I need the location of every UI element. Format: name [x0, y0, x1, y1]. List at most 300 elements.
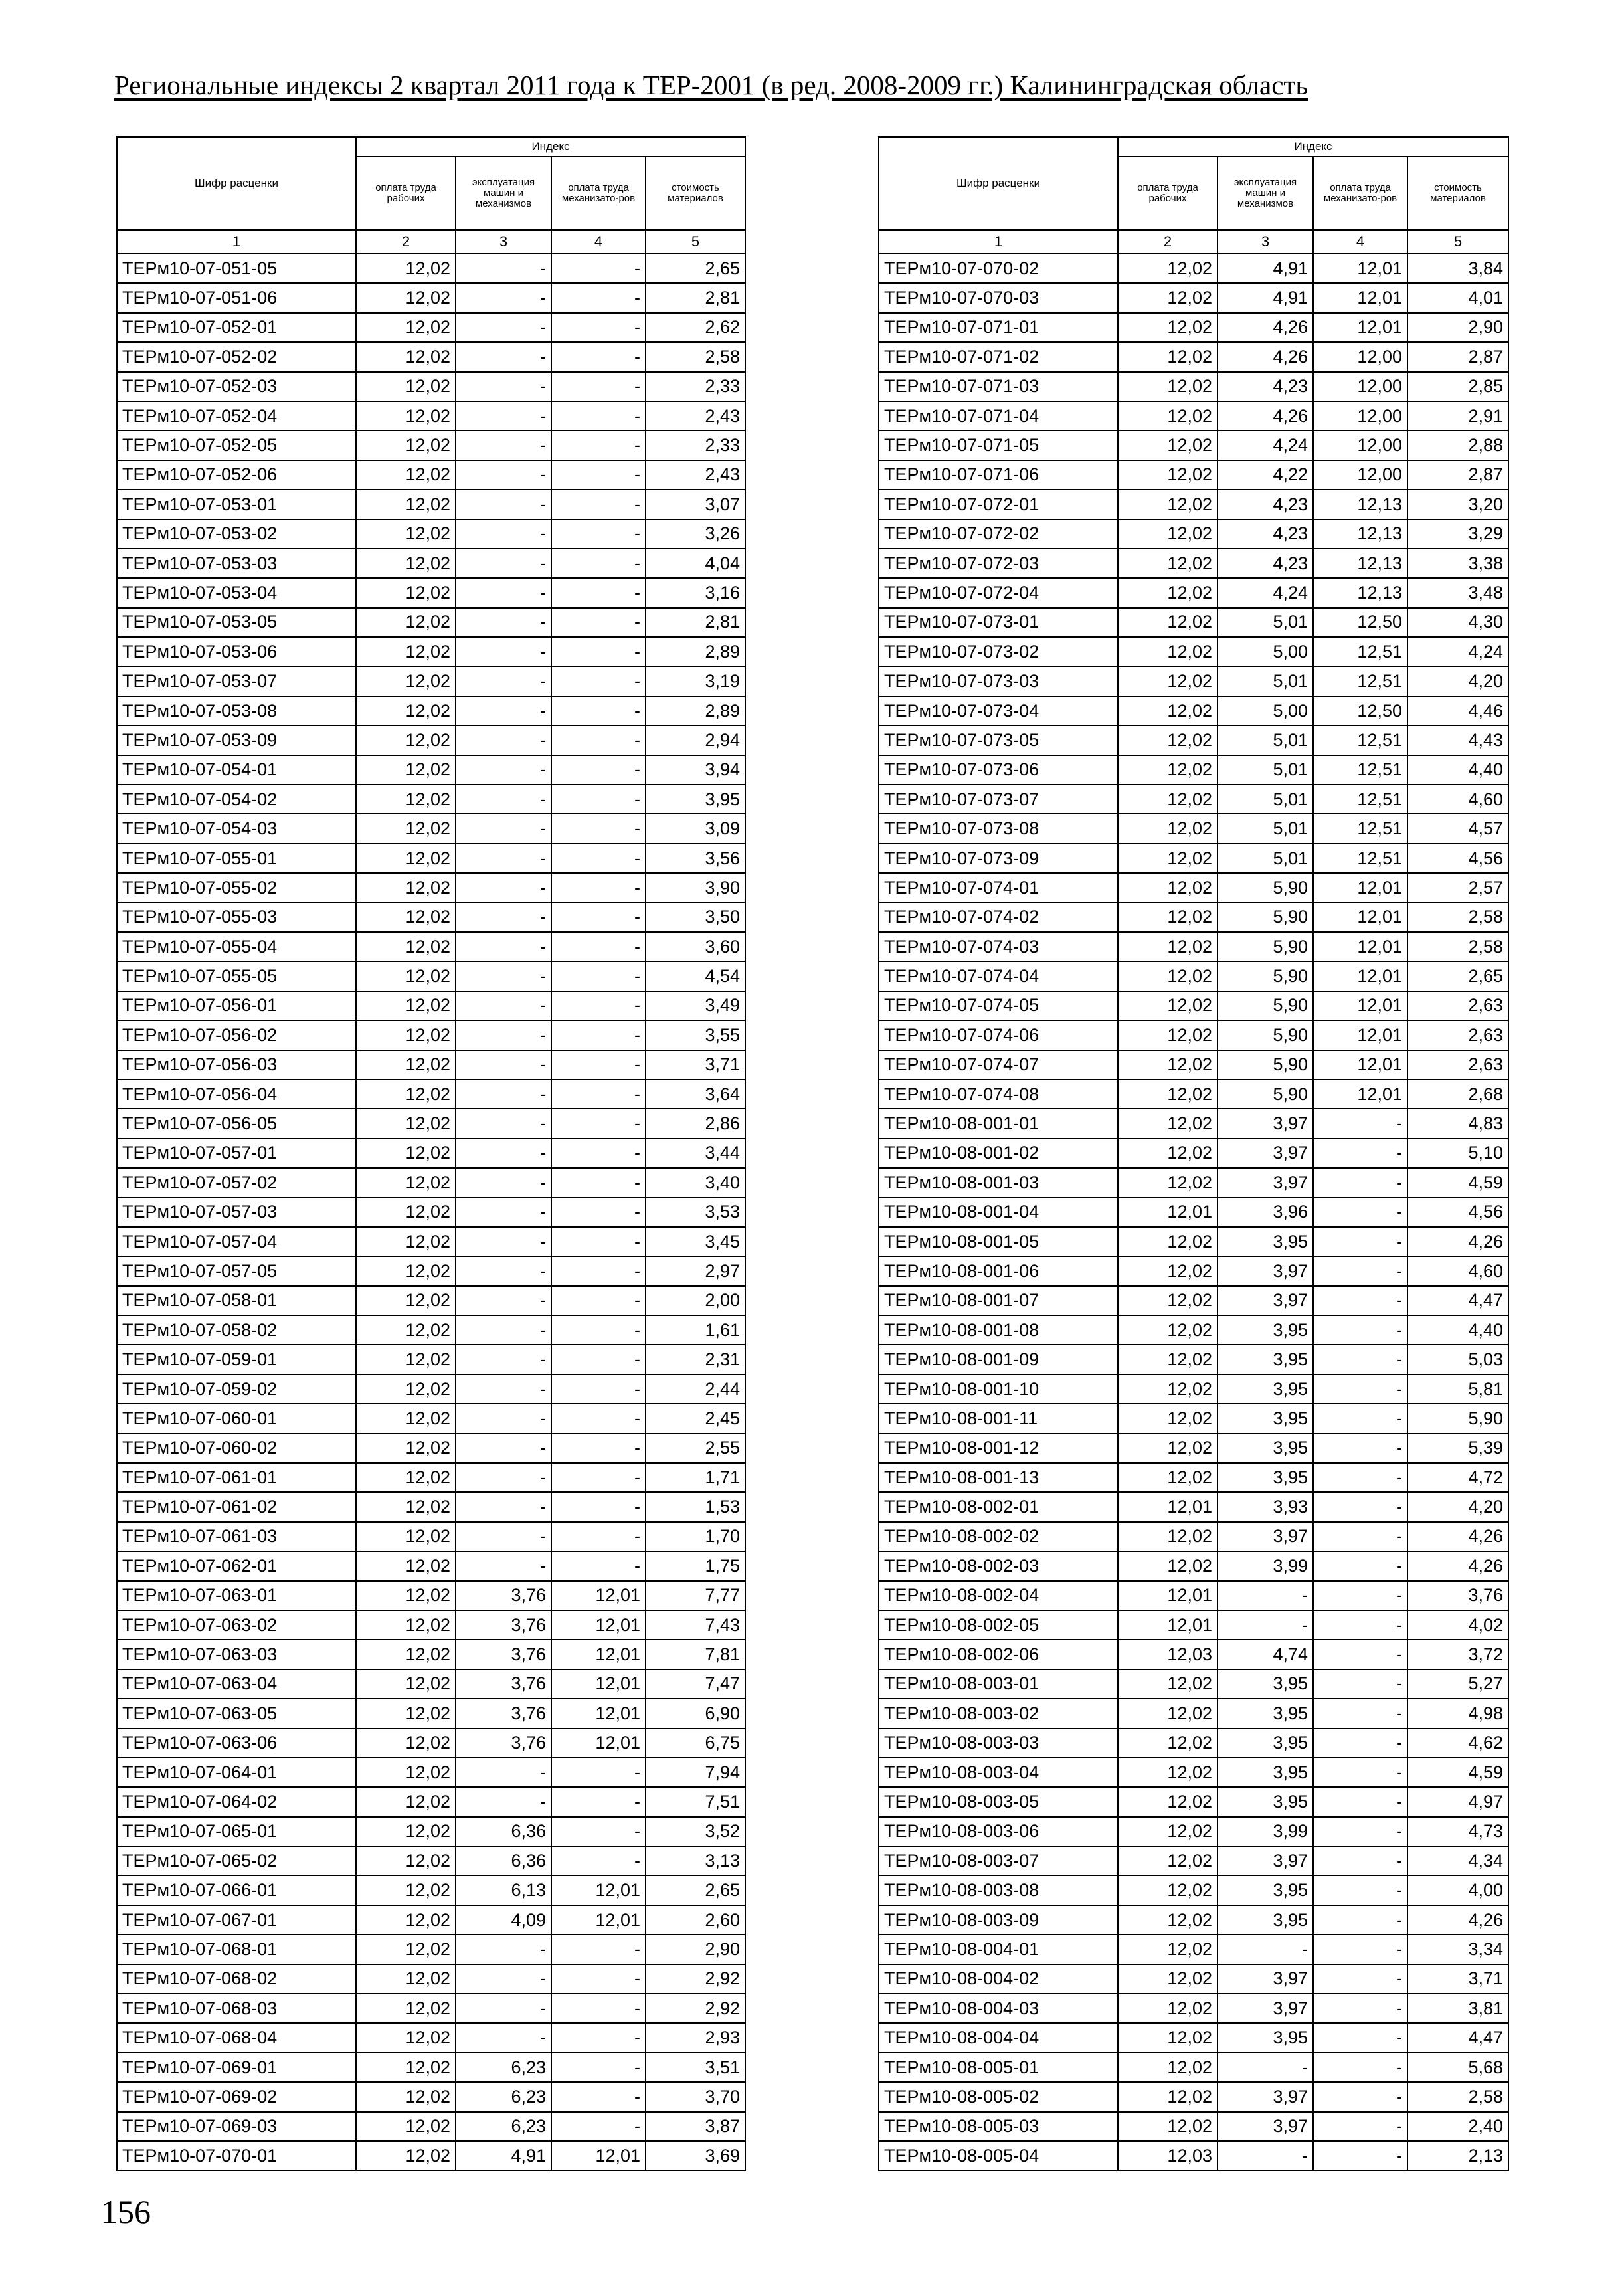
index-value-cell: 3,38: [1407, 549, 1508, 578]
index-value-cell: -: [551, 1256, 646, 1285]
rate-code-cell: ТЕРм10-08-001-10: [879, 1375, 1118, 1404]
index-value-cell: 12,13: [1313, 520, 1407, 549]
index-value-cell: -: [456, 1315, 551, 1345]
rate-code-cell: ТЕРм10-07-070-02: [879, 254, 1118, 283]
index-value-cell: 12,01: [1313, 254, 1407, 283]
index-value-cell: -: [551, 1434, 646, 1463]
index-value-cell: 12,01: [1313, 1080, 1407, 1109]
index-value-cell: -: [456, 1345, 551, 1374]
index-value-cell: 12,51: [1313, 666, 1407, 696]
index-value-cell: -: [551, 666, 646, 696]
index-value-cell: -: [456, 1463, 551, 1492]
table-row: [879, 578, 1508, 607]
index-value-cell: 12,01: [1118, 1581, 1218, 1610]
table-row: [117, 1522, 745, 1551]
index-value-cell: -: [456, 755, 551, 785]
table-row: [879, 1315, 1508, 1345]
index-value-cell: 3,16: [646, 578, 745, 607]
index-value-cell: 6,23: [456, 2112, 551, 2141]
index-value-cell: -: [1313, 1227, 1407, 1256]
header-num-5: 5: [646, 230, 745, 254]
index-value-cell: 12,02: [1118, 1905, 1218, 1935]
index-value-cell: 12,03: [1118, 2141, 1218, 2170]
index-value-cell: 3,97: [1218, 1994, 1313, 2023]
index-value-cell: 12,01: [1313, 873, 1407, 902]
index-value-cell: 12,01: [1313, 903, 1407, 932]
table-row: [879, 1050, 1508, 1080]
index-value-cell: 12,01: [1313, 961, 1407, 991]
index-value-cell: 12,02: [356, 283, 456, 312]
index-value-cell: -: [456, 932, 551, 961]
header-col-materials: стоимость материалов: [1407, 157, 1508, 230]
index-value-cell: -: [1313, 1669, 1407, 1699]
index-value-cell: 12,02: [356, 1640, 456, 1669]
index-value-cell: 12,51: [1313, 844, 1407, 873]
index-value-cell: 3,99: [1218, 1551, 1313, 1580]
index-value-cell: 3,49: [646, 991, 745, 1020]
index-value-cell: 12,02: [1118, 873, 1218, 902]
index-value-cell: 4,57: [1407, 814, 1508, 843]
index-value-cell: 4,04: [646, 549, 745, 578]
index-value-cell: 12,13: [1313, 549, 1407, 578]
index-value-cell: 12,02: [1118, 2053, 1218, 2082]
rate-code-cell: ТЕРм10-08-004-04: [879, 2023, 1118, 2052]
index-value-cell: 4,23: [1218, 549, 1313, 578]
index-value-cell: 7,94: [646, 1758, 745, 1787]
index-value-cell: 12,02: [1118, 1729, 1218, 1758]
index-value-cell: -: [1218, 2053, 1313, 2082]
header-col-labor: оплата труда рабочих: [1118, 157, 1218, 230]
index-value-cell: 2,81: [646, 283, 745, 312]
index-value-cell: -: [551, 1020, 646, 1050]
index-value-cell: 3,97: [1218, 1522, 1313, 1551]
index-value-cell: 3,51: [646, 2053, 745, 2082]
index-value-cell: -: [551, 1817, 646, 1846]
index-value-cell: 1,71: [646, 1463, 745, 1492]
index-value-cell: 12,01: [1313, 313, 1407, 342]
index-value-cell: -: [1313, 1846, 1407, 1875]
rate-code-cell: ТЕРм10-07-064-02: [117, 1787, 356, 1816]
rate-code-cell: ТЕРм10-07-073-06: [879, 755, 1118, 785]
rate-code-cell: ТЕРм10-07-056-03: [117, 1050, 356, 1080]
table-row: [117, 873, 745, 902]
index-value-cell: 4,73: [1407, 1817, 1508, 1846]
rate-code-cell: ТЕРм10-07-053-08: [117, 696, 356, 725]
index-value-cell: 7,81: [646, 1640, 745, 1669]
header-num-1: 1: [117, 230, 356, 254]
index-value-cell: 2,68: [1407, 1080, 1508, 1109]
rate-code-cell: ТЕРм10-07-056-05: [117, 1109, 356, 1138]
index-value-cell: -: [1313, 1817, 1407, 1846]
index-value-cell: 12,02: [1118, 460, 1218, 490]
table-row: [117, 1551, 745, 1580]
header-col-labor: оплата труда рабочих: [356, 157, 456, 230]
index-value-cell: 2,91: [1407, 401, 1508, 430]
index-value-cell: 12,02: [1118, 785, 1218, 814]
table-row: [879, 2141, 1508, 2170]
table-row: [879, 755, 1508, 785]
table-row: [117, 2023, 745, 2052]
index-value-cell: 12,01: [551, 1699, 646, 1728]
table-row: [117, 1256, 745, 1285]
rate-code-cell: ТЕРм10-07-073-04: [879, 696, 1118, 725]
index-value-cell: 2,97: [646, 1256, 745, 1285]
index-value-cell: -: [1313, 1994, 1407, 2023]
table-row: [879, 932, 1508, 961]
index-value-cell: 3,81: [1407, 1994, 1508, 2023]
rate-code-cell: ТЕРм10-07-073-01: [879, 608, 1118, 637]
rate-code-cell: ТЕРм10-07-053-01: [117, 490, 356, 519]
rate-code-cell: ТЕРм10-07-057-05: [117, 1256, 356, 1285]
index-value-cell: 12,02: [1118, 1964, 1218, 1994]
index-value-cell: -: [1313, 1345, 1407, 1374]
table-row: [117, 1787, 745, 1816]
index-value-cell: -: [1313, 1522, 1407, 1551]
index-value-cell: -: [456, 342, 551, 371]
index-value-cell: 12,02: [1118, 696, 1218, 725]
index-value-cell: 2,55: [646, 1434, 745, 1463]
index-value-cell: -: [1313, 1699, 1407, 1728]
index-value-cell: -: [456, 1434, 551, 1463]
page-title: Региональные индексы 2 квартал 2011 года к ТЕР-2001 (в ред. 2008-2009 гг.) Калининградская область: [114, 70, 1308, 100]
index-value-cell: -: [456, 1758, 551, 1787]
index-value-cell: -: [456, 991, 551, 1020]
rate-code-cell: ТЕРм10-08-005-01: [879, 2053, 1118, 2082]
index-value-cell: 12,02: [356, 1168, 456, 1197]
index-value-cell: 3,56: [646, 844, 745, 873]
index-value-cell: -: [551, 490, 646, 519]
table-row: [879, 1551, 1508, 1580]
header-index-group: Индекс: [356, 137, 745, 157]
table-row: [879, 430, 1508, 460]
index-value-cell: -: [551, 1050, 646, 1080]
index-value-cell: -: [551, 460, 646, 490]
table-row: [117, 1080, 745, 1109]
table-row: [117, 1669, 745, 1699]
table-row: [117, 1699, 745, 1728]
index-value-cell: 12,02: [356, 1905, 456, 1935]
table-row: [879, 1875, 1508, 1905]
index-value-cell: 4,40: [1407, 1315, 1508, 1345]
index-value-cell: 12,02: [356, 1729, 456, 1758]
rate-code-cell: ТЕРм10-07-073-03: [879, 666, 1118, 696]
index-value-cell: 5,01: [1218, 666, 1313, 696]
index-value-cell: 3,76: [456, 1729, 551, 1758]
index-value-cell: 12,02: [356, 1787, 456, 1816]
rate-code-cell: ТЕРм10-07-060-01: [117, 1404, 356, 1433]
index-value-cell: 3,76: [456, 1669, 551, 1699]
table-row: [879, 1020, 1508, 1050]
index-value-cell: -: [456, 725, 551, 755]
index-value-cell: 5,00: [1218, 696, 1313, 725]
index-value-cell: 3,48: [1407, 578, 1508, 607]
index-value-cell: -: [1313, 1551, 1407, 1580]
index-value-cell: 3,64: [646, 1080, 745, 1109]
rate-code-cell: ТЕРм10-08-002-06: [879, 1640, 1118, 1669]
index-value-cell: 12,02: [356, 1875, 456, 1905]
table-row: [117, 1050, 745, 1080]
table-row: [879, 1787, 1508, 1816]
index-value-cell: -: [551, 608, 646, 637]
index-value-cell: -: [456, 578, 551, 607]
rate-code-cell: ТЕРм10-07-068-04: [117, 2023, 356, 2052]
index-value-cell: -: [1218, 2141, 1313, 2170]
index-value-cell: -: [551, 932, 646, 961]
table-row: [879, 1935, 1508, 1964]
rate-code-cell: ТЕРм10-07-054-03: [117, 814, 356, 843]
index-value-cell: 3,72: [1407, 1640, 1508, 1669]
index-value-cell: -: [456, 430, 551, 460]
index-value-cell: 4,24: [1218, 578, 1313, 607]
rate-code-cell: ТЕРм10-08-004-03: [879, 1994, 1118, 2023]
index-value-cell: 5,90: [1218, 1080, 1313, 1109]
index-value-cell: 12,02: [356, 2053, 456, 2082]
index-value-cell: -: [456, 283, 551, 312]
index-value-cell: 12,02: [356, 961, 456, 991]
index-value-cell: 12,02: [1118, 991, 1218, 1020]
index-value-cell: 3,95: [1218, 1404, 1313, 1433]
index-value-cell: 3,95: [1218, 1905, 1313, 1935]
index-value-cell: -: [551, 1994, 646, 2023]
index-value-cell: -: [551, 1758, 646, 1787]
header-num-3: 3: [1218, 230, 1313, 254]
index-value-cell: 12,02: [1118, 2112, 1218, 2141]
table-row: [879, 1345, 1508, 1374]
index-value-cell: 3,94: [646, 755, 745, 785]
table-row: [117, 1581, 745, 1610]
index-value-cell: 12,02: [1118, 1551, 1218, 1580]
table-row: [879, 1109, 1508, 1138]
index-value-cell: 5,90: [1218, 903, 1313, 932]
rate-code-cell: ТЕРм10-07-053-05: [117, 608, 356, 637]
table-row: [117, 1875, 745, 1905]
index-value-cell: 3,95: [1218, 1787, 1313, 1816]
index-value-cell: -: [551, 1345, 646, 1374]
index-value-cell: -: [456, 520, 551, 549]
index-value-cell: 12,02: [356, 490, 456, 519]
index-value-cell: 3,97: [1218, 1168, 1313, 1197]
index-value-cell: -: [551, 903, 646, 932]
table-row: [879, 460, 1508, 490]
index-value-cell: -: [551, 1080, 646, 1109]
table-row: [117, 991, 745, 1020]
index-value-cell: 12,02: [356, 1669, 456, 1699]
index-value-cell: -: [1218, 1935, 1313, 1964]
table-row: [879, 2053, 1508, 2082]
table-row: [117, 961, 745, 991]
index-value-cell: 5,10: [1407, 1139, 1508, 1168]
index-value-cell: 4,23: [1218, 490, 1313, 519]
table-row: [879, 254, 1508, 283]
index-value-cell: 4,20: [1407, 1492, 1508, 1521]
index-value-cell: 2,45: [646, 1404, 745, 1433]
index-value-cell: 3,50: [646, 903, 745, 932]
rate-code-cell: ТЕРм10-07-052-03: [117, 372, 356, 401]
index-value-cell: 4,24: [1407, 637, 1508, 666]
index-value-cell: 4,26: [1407, 1522, 1508, 1551]
index-value-cell: 12,02: [1118, 1345, 1218, 1374]
index-value-cell: 12,02: [356, 755, 456, 785]
index-value-cell: -: [1313, 1168, 1407, 1197]
index-value-cell: -: [456, 785, 551, 814]
index-value-cell: 3,76: [456, 1699, 551, 1728]
table-row: [117, 401, 745, 430]
index-value-cell: 12,02: [1118, 254, 1218, 283]
index-value-cell: 12,02: [356, 1463, 456, 1492]
index-value-cell: 4,83: [1407, 1109, 1508, 1138]
index-value-cell: 4,91: [1218, 254, 1313, 283]
table-row: [117, 1492, 745, 1521]
table-row: [117, 2053, 745, 2082]
rate-code-cell: ТЕРм10-08-002-04: [879, 1581, 1118, 1610]
table-row: [117, 1345, 745, 1374]
rate-code-cell: ТЕРм10-08-003-09: [879, 1905, 1118, 1935]
table-row: [117, 1404, 745, 1433]
index-value-cell: -: [551, 2023, 646, 2052]
index-value-cell: 3,99: [1218, 1817, 1313, 1846]
table-row: [879, 1817, 1508, 1846]
index-value-cell: 12,02: [1118, 520, 1218, 549]
index-value-cell: 3,71: [1407, 1964, 1508, 1994]
index-value-cell: 3,40: [646, 1168, 745, 1197]
index-value-cell: 2,63: [1407, 1050, 1508, 1080]
table-row: [879, 1640, 1508, 1669]
index-value-cell: 12,02: [1118, 578, 1218, 607]
rate-code-cell: ТЕРм10-07-061-02: [117, 1492, 356, 1521]
rate-code-cell: ТЕРм10-07-053-07: [117, 666, 356, 696]
rate-code-cell: ТЕРм10-07-053-04: [117, 578, 356, 607]
index-value-cell: -: [456, 490, 551, 519]
index-value-cell: -: [551, 1935, 646, 1964]
index-value-cell: 3,55: [646, 1020, 745, 1050]
index-value-cell: 4,72: [1407, 1463, 1508, 1492]
table-row: [879, 1758, 1508, 1787]
index-value-cell: 4,26: [1407, 1227, 1508, 1256]
index-value-cell: 7,51: [646, 1787, 745, 1816]
index-value-cell: 3,09: [646, 814, 745, 843]
index-value-cell: 12,02: [356, 1286, 456, 1315]
index-value-cell: -: [1313, 1581, 1407, 1610]
index-value-cell: 12,02: [356, 2141, 456, 2170]
index-value-cell: -: [551, 1315, 646, 1345]
index-value-cell: 4,23: [1218, 520, 1313, 549]
rate-code-cell: ТЕРм10-08-005-04: [879, 2141, 1118, 2170]
rate-code-cell: ТЕРм10-07-067-01: [117, 1905, 356, 1935]
table-row: [117, 1905, 745, 1935]
index-value-cell: 12,02: [1118, 1935, 1218, 1964]
index-value-cell: -: [551, 372, 646, 401]
table-row: [117, 696, 745, 725]
index-value-cell: -: [551, 430, 646, 460]
index-value-cell: -: [1313, 1375, 1407, 1404]
index-value-cell: -: [551, 283, 646, 312]
rate-code-cell: ТЕРм10-07-054-01: [117, 755, 356, 785]
index-value-cell: 5,90: [1218, 991, 1313, 1020]
index-value-cell: 12,02: [356, 254, 456, 283]
index-value-cell: -: [551, 725, 646, 755]
rate-code-cell: ТЕРм10-07-072-01: [879, 490, 1118, 519]
rate-code-cell: ТЕРм10-07-056-02: [117, 1020, 356, 1050]
table-row: [117, 608, 745, 637]
index-value-cell: -: [456, 814, 551, 843]
index-value-cell: 4,02: [1407, 1610, 1508, 1640]
index-value-cell: 12,02: [1118, 1787, 1218, 1816]
index-value-cell: 4,59: [1407, 1758, 1508, 1787]
index-value-cell: 2,65: [646, 1875, 745, 1905]
rate-code-cell: ТЕРм10-07-052-04: [117, 401, 356, 430]
rate-code-cell: ТЕРм10-07-068-02: [117, 1964, 356, 1994]
index-value-cell: -: [456, 1787, 551, 1816]
rate-code-cell: ТЕРм10-07-063-01: [117, 1581, 356, 1610]
index-value-cell: 12,02: [1118, 903, 1218, 932]
index-value-cell: -: [1313, 1729, 1407, 1758]
index-value-cell: 2,94: [646, 725, 745, 755]
index-value-cell: 12,02: [356, 1492, 456, 1521]
table-row: [879, 608, 1508, 637]
index-value-cell: 3,95: [1218, 1758, 1313, 1787]
index-value-cell: -: [551, 2053, 646, 2082]
index-value-cell: 4,56: [1407, 1198, 1508, 1227]
index-value-cell: 12,02: [1118, 1050, 1218, 1080]
index-value-cell: 3,95: [1218, 2023, 1313, 2052]
index-value-cell: 3,44: [646, 1139, 745, 1168]
rate-code-cell: ТЕРм10-07-063-06: [117, 1729, 356, 1758]
index-value-cell: -: [456, 1935, 551, 1964]
index-value-cell: 12,01: [551, 1669, 646, 1699]
table-row: [117, 254, 745, 283]
index-value-cell: 12,02: [356, 1375, 456, 1404]
index-value-cell: 12,02: [356, 401, 456, 430]
index-value-cell: 12,01: [551, 1729, 646, 1758]
index-value-cell: -: [456, 2023, 551, 2052]
index-value-cell: 5,00: [1218, 637, 1313, 666]
index-value-cell: 2,44: [646, 1375, 745, 1404]
index-value-cell: 12,01: [1118, 1492, 1218, 1521]
index-value-cell: 12,02: [1118, 1699, 1218, 1728]
index-value-cell: 12,02: [356, 725, 456, 755]
rate-code-cell: ТЕРм10-07-071-03: [879, 372, 1118, 401]
rate-code-cell: ТЕРм10-07-073-05: [879, 725, 1118, 755]
index-value-cell: -: [551, 1139, 646, 1168]
index-value-cell: 12,00: [1313, 372, 1407, 401]
header-col-machines: эксплуатация машин и механизмов: [1218, 157, 1313, 230]
index-value-cell: -: [1313, 2112, 1407, 2141]
index-value-cell: -: [456, 254, 551, 283]
table-row: [117, 844, 745, 873]
table-row: [117, 1315, 745, 1345]
index-value-cell: -: [1313, 1463, 1407, 1492]
index-value-cell: -: [1313, 1935, 1407, 1964]
rate-code-cell: ТЕРм10-07-052-02: [117, 342, 356, 371]
rate-code-cell: ТЕРм10-07-052-01: [117, 313, 356, 342]
index-value-cell: 1,70: [646, 1522, 745, 1551]
index-value-cell: -: [456, 637, 551, 666]
index-value-cell: 12,02: [1118, 1817, 1218, 1846]
index-value-cell: 12,02: [1118, 283, 1218, 312]
index-value-cell: 2,89: [646, 637, 745, 666]
index-value-cell: -: [456, 903, 551, 932]
index-value-cell: -: [551, 1522, 646, 1551]
table-row: [117, 2112, 745, 2141]
table-row: [117, 1817, 745, 1846]
table-row: [117, 725, 745, 755]
table-row: [879, 785, 1508, 814]
rate-code-cell: ТЕРм10-07-074-07: [879, 1050, 1118, 1080]
header-col-operators: оплата труда механизато-ров: [1313, 157, 1407, 230]
table-row: [879, 490, 1508, 519]
index-value-cell: 4,00: [1407, 1875, 1508, 1905]
index-value-cell: -: [456, 1168, 551, 1197]
